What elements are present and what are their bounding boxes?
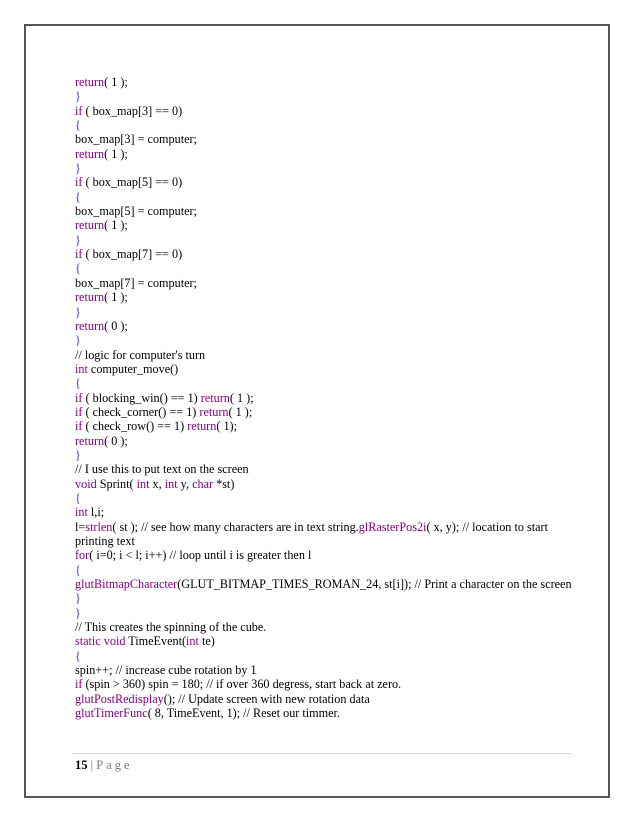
footer-page-word: Page [96, 758, 133, 772]
code-text: ( 1 ); [104, 290, 128, 305]
code-text: ( st ); // see how many characters are in text string. [112, 519, 359, 534]
code-keyword: glutPostRedisplay [75, 691, 164, 706]
code-listing [75, 75, 575, 720]
code-keyword: return [75, 218, 105, 233]
code-line [75, 649, 575, 663]
code-brace: { [75, 189, 81, 204]
code-line [75, 132, 575, 146]
code-keyword: return [75, 433, 105, 448]
page-number: 15 [75, 758, 88, 772]
code-line [75, 491, 575, 505]
code-keyword: strlen [85, 519, 113, 534]
code-line [75, 520, 575, 549]
code-line [75, 362, 575, 376]
code-brace: { [75, 376, 81, 391]
code-keyword: int [75, 505, 88, 520]
code-brace: { [75, 648, 81, 663]
code-text: ( check_corner() == 1) [82, 404, 200, 419]
code-line [75, 692, 575, 706]
code-text: Sprint( [96, 476, 137, 491]
code-line [75, 247, 575, 261]
code-text: TimeEvent( [125, 634, 187, 649]
code-text: ( i=0; i < l; i++) // loop until i is greater then l [89, 548, 312, 563]
code-line [75, 620, 575, 634]
code-text: l,i; [87, 505, 105, 520]
code-line [75, 376, 575, 390]
code-line [75, 104, 575, 118]
code-line [75, 677, 575, 691]
code-brace: } [75, 447, 81, 462]
code-line [75, 175, 575, 189]
code-keyword: if [75, 404, 83, 419]
code-line [75, 161, 575, 175]
code-keyword: return [75, 146, 105, 161]
code-keyword: return [75, 318, 105, 333]
code-keyword: void [75, 476, 97, 491]
code-line [75, 348, 575, 362]
code-line [75, 218, 575, 232]
code-keyword: if [75, 103, 83, 118]
code-text: ( 0 ); [104, 318, 128, 333]
page-footer [75, 758, 133, 773]
code-text: ( 0 ); [104, 433, 128, 448]
code-text: computer_move() [87, 361, 179, 376]
footer-divider [72, 753, 572, 754]
code-keyword: return [75, 290, 105, 305]
code-line [75, 419, 575, 433]
code-line [75, 233, 575, 247]
code-keyword: for [75, 548, 90, 563]
code-keyword: return [199, 404, 229, 419]
code-text: ( x, y); // location to start printing text [75, 519, 551, 548]
code-line [75, 448, 575, 462]
code-text: ( 1); [216, 419, 237, 434]
code-keyword: char [192, 476, 214, 491]
code-text: (GLUT_BITMAP_TIMES_ROMAN_24, st[i]); // Print a character on the screen [177, 577, 572, 592]
code-text: box_map[5] = computer; [75, 204, 197, 219]
code-text: *st) [213, 476, 235, 491]
code-text: te) [198, 634, 215, 649]
code-line [75, 663, 575, 677]
code-line [75, 290, 575, 304]
code-line [75, 276, 575, 290]
code-brace: { [75, 490, 81, 505]
code-line [75, 591, 575, 605]
code-text: ( 1 ); [104, 146, 128, 161]
code-line [75, 462, 575, 476]
code-text: box_map[3] = computer; [75, 132, 197, 147]
code-brace: } [75, 89, 81, 104]
code-text: // This creates the spinning of the cube. [75, 620, 267, 635]
code-line [75, 75, 575, 89]
code-line [75, 261, 575, 275]
code-line [75, 391, 575, 405]
code-line [75, 606, 575, 620]
code-line [75, 563, 575, 577]
code-keyword: return [75, 75, 105, 89]
code-keyword: return [187, 419, 217, 434]
code-text: l= [75, 519, 86, 534]
footer-separator: | [90, 758, 94, 772]
code-line [75, 577, 575, 591]
code-line [75, 333, 575, 347]
code-keyword: if [75, 677, 83, 692]
code-brace: } [75, 591, 81, 606]
code-text: spin++; // increase cube rotation by 1 [75, 663, 257, 678]
code-brace: } [75, 232, 81, 247]
code-line [75, 706, 575, 720]
code-keyword: return [200, 390, 230, 405]
code-line [75, 89, 575, 103]
code-keyword: static void [75, 634, 126, 649]
code-text: ( box_map[5] == 0) [82, 175, 183, 190]
code-text: ( box_map[7] == 0) [82, 247, 183, 262]
code-keyword: glutBitmapCharacter [75, 577, 178, 592]
code-line [75, 204, 575, 218]
code-text: ( 1 ); [104, 218, 128, 233]
code-text: y, [177, 476, 193, 491]
code-text: (spin > 360) spin = 180; // if over 360 degress, start back at zero. [82, 677, 402, 692]
code-line [75, 634, 575, 648]
code-brace: } [75, 333, 81, 348]
code-brace: { [75, 118, 81, 133]
code-text: box_map[7] = computer; [75, 275, 197, 290]
code-line [75, 548, 575, 562]
code-keyword: int [136, 476, 150, 491]
code-line [75, 190, 575, 204]
code-brace: } [75, 304, 81, 319]
code-line [75, 405, 575, 419]
code-text: (); // Update screen with new rotation data [163, 691, 370, 706]
code-keyword: int [75, 361, 88, 376]
code-text: ( 8, TimeEvent, 1); // Reset our timmer. [147, 706, 340, 721]
code-line [75, 305, 575, 319]
code-text: ( blocking_win() == 1) [82, 390, 201, 405]
code-line [75, 118, 575, 132]
code-text: // logic for computer's turn [75, 347, 206, 362]
code-text: // I use this to put text on the screen [75, 462, 249, 477]
code-keyword: int [186, 634, 199, 649]
code-brace: { [75, 562, 81, 577]
code-keyword: int [164, 476, 178, 491]
code-text: ( check_row() == 1) [82, 419, 188, 434]
code-line [75, 505, 575, 519]
code-line [75, 477, 575, 491]
code-keyword: glRasterPos2i [358, 519, 427, 534]
code-brace: } [75, 605, 81, 620]
code-brace: } [75, 161, 81, 176]
code-keyword: if [75, 247, 83, 262]
code-keyword: if [75, 419, 83, 434]
code-keyword: if [75, 175, 83, 190]
code-text: ( box_map[3] == 0) [82, 103, 183, 118]
code-keyword: glutTimerFunc [75, 706, 148, 721]
code-keyword: if [75, 390, 83, 405]
code-line [75, 434, 575, 448]
code-line [75, 319, 575, 333]
code-line [75, 147, 575, 161]
code-brace: { [75, 261, 81, 276]
code-text: ( 1 ); [104, 75, 128, 89]
code-text: ( 1 ); [228, 404, 253, 419]
code-text: x, [149, 476, 165, 491]
code-text: ( 1 ); [229, 390, 254, 405]
